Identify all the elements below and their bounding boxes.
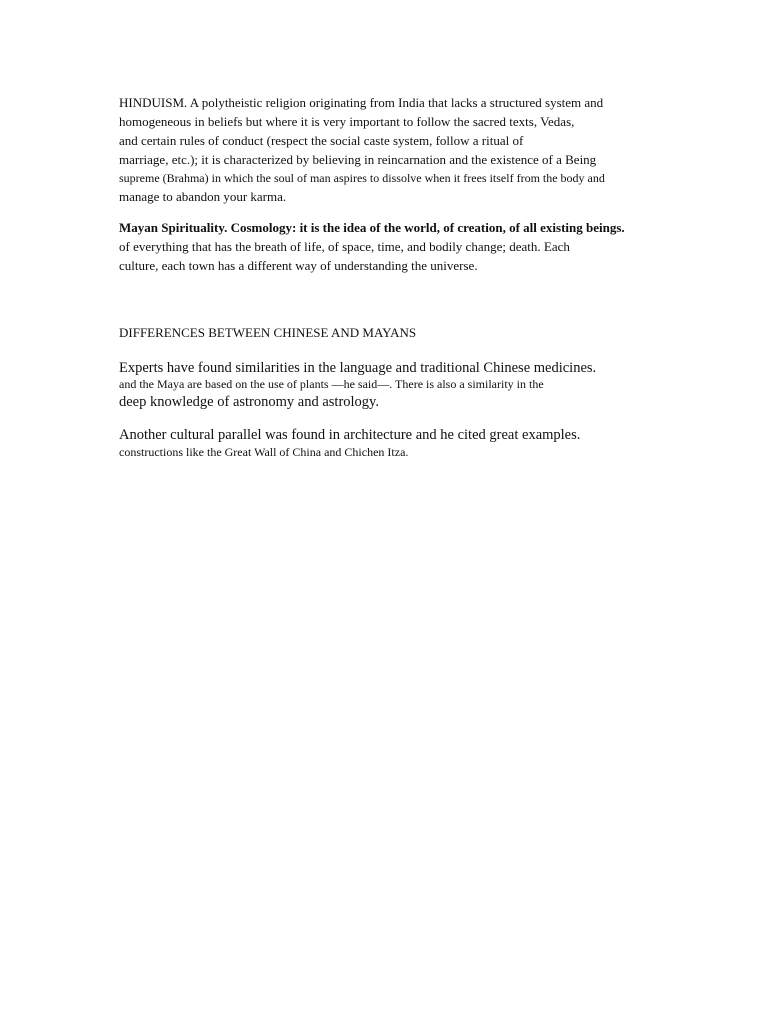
hinduism-line: and certain rules of conduct (respect the social caste system, follow a ritual of [119,133,524,148]
differences-line: and the Maya are based on the use of plants —he said—. There is also a similarity in the [119,377,544,391]
mayan-line: of everything that has the breath of life, of space, time, and bodily change; death. Each [119,239,570,254]
section-heading: DIFFERENCES BETWEEN CHINESE AND MAYANS [119,325,417,340]
differences-line: Experts have found similarities in the language and traditional Chinese medicines. [119,360,597,376]
mayan-line: culture, each town has a different way of understanding the universe. [119,258,478,273]
differences-line: constructions like the Great Wall of China and Chichen Itza. [119,445,409,459]
mayan-heading: Mayan Spirituality. Cosmology: it is the idea of the world, of creation, of all existing beings. [119,220,625,235]
differences-line: deep knowledge of astronomy and astrology. [119,394,379,410]
differences-line: Another cultural parallel was found in architecture and he cited great examples. [119,427,581,443]
hinduism-line: supreme (Brahma) in which the soul of man aspires to dissolve when it frees itself from the body and [119,171,605,185]
hinduism-line: marriage, etc.); it is characterized by believing in reincarnation and the existence of a Being [119,152,597,167]
hinduism-line: homogeneous in beliefs but where it is very important to follow the sacred texts, Vedas, [119,114,575,129]
hinduism-line: HINDUISM. A polytheistic religion originating from India that lacks a structured system and [119,95,604,110]
hinduism-line: manage to abandon your karma. [119,189,287,204]
